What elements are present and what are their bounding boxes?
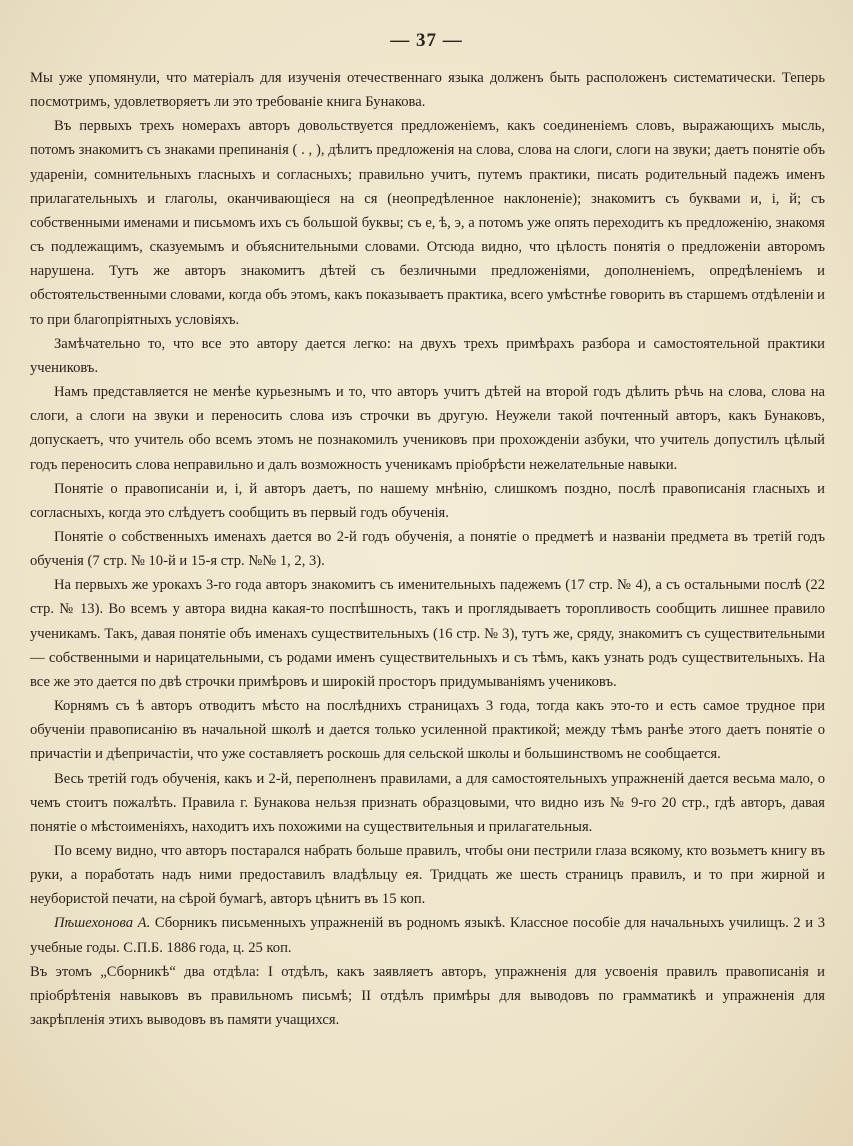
paragraph: Мы уже упомянули, что матеріалъ для изученія отечественнаго языка долженъ быть расположенъ систематически. Теперь посмотримъ, удовлетворяетъ ли это требованіе книга Бунакова. (30, 70, 825, 111)
paragraph: На первыхъ же урокахъ 3-го года авторъ знакомитъ съ именительныхъ падежемъ (17 стр. № 4), а съ остальными послѣ (22 стр. № 13). Во всемъ у автора видна какая-то поспѣшность, такъ и проглядываетъ торопливость сообщить лишнее правило ученикамъ. Такъ, давая понятіе объ именахъ существительныхъ (16 стр. № 3), тутъ же, сряду, знакомитъ съ существительными — собственными и нарицательными, съ родами именъ существительныхъ и съ тѣмъ, какъ узнать родъ существительныхъ. На все же это дается по двѣ строчки примѣровъ и широкій просторъ придумываніямъ учениковъ. (30, 577, 825, 690)
paragraph: Понятіе о собственныхъ именахъ дается во 2-й годъ обученія, а понятіе о предметѣ и названіи предмета въ третій годъ обученія (7 стр. № 10-й и 15-я стр. №№ 1, 2, 3). (30, 528, 825, 570)
body-text (30, 66, 825, 1032)
paragraph: По всему видно, что авторъ постарался набрать больше правилъ, чтобы они пестрили глаза всякому, кто возьметъ книгу въ руки, а поработать надъ ними предоставилъ владѣльцу ея. Тридцать же шесть страницъ правилъ, и то при жирной и неубористой печати, на сѣрой бумагѣ, авторъ цѣнитъ въ 15 коп. (30, 843, 825, 908)
page-number: — 37 — (390, 30, 463, 51)
paragraph: Весь третій годъ обученія, какъ и 2-й, переполненъ правилами, а для самостоятельныхъ упражненій дается весьма мало, о чемъ стоитъ пожалѣть. Правила г. Бунакова нельзя признать образцовыми, что видно изъ № 9-го 20 стр., гдѣ авторъ, давая понятіе о мѣстоименіяхъ, находитъ ихъ похожими на существительныя и прилагательныя. (30, 770, 825, 835)
paragraph: Понятіе о правописаніи и, і, й авторъ даетъ, по нашему мнѣнію, слишкомъ поздно, послѣ правописанія гласныхъ и согласныхъ, когда это слѣдуетъ сообщить въ первый годъ обученія. (30, 480, 825, 521)
paragraph: Корнямъ съ ѣ авторъ отводитъ мѣсто на послѣднихъ страницахъ 3 года, тогда какъ это-то и есть самое трудное при обученіи правописанію въ начальной школѣ и дается только усиленной практикой; между тѣмъ ранѣе этого даетъ понятіе о причастіи и дѣепричастіи, что уже составляетъ роскошь для сельской школы и большинствомъ не сообщается. (30, 698, 825, 763)
reference-author: Пѣшехонова А. (54, 915, 151, 932)
reference-text: Сборникъ письменныхъ упражненій въ родномъ языкѣ. Классное пособіе для начальныхъ училищъ. 2 и 3 учебные годы. С.П.Б. 1886 года, ц. 25 коп. (30, 915, 826, 956)
paragraph: Замѣчательно то, что все это автору дается легко: на двухъ трехъ примѣрахъ разбора и самостоятельной практики учениковъ. (30, 335, 825, 376)
bibliographic-reference (30, 911, 825, 959)
paragraph: Въ этомъ „Сборникѣ“ два отдѣла: I отдѣлъ, какъ заявляетъ авторъ, упражненія для усвоенія правилъ правописанія и пріобрѣтенія навыковъ въ правильномъ письмѣ; II отдѣлъ примѣры для выводовъ по грамматикѣ и упражненія для закрѣпленія этихъ выводовъ въ памяти учащихся. (30, 963, 825, 1029)
paragraph: Намъ представляется не менѣе курьезнымъ и то, что авторъ учитъ дѣтей на второй годъ дѣлить рѣчь на слова, слова на слоги, а слоги на звуки и переносить слова изъ строчки въ другую. Неужели такой почтенный авторъ, какъ Бунаковъ, допускаетъ, что учитель обо всемъ этомъ не познакомилъ учениковъ при прохожденіи азбуки, что учитель допустилъ цѣлый годъ переносить слова неправильно и далъ возможность ученикамъ пріобрѣсти нежелательные навыки. (30, 384, 825, 473)
paragraph: Въ первыхъ трехъ номерахъ авторъ довольствуется предложеніемъ, какъ соединеніемъ словъ, выражающихъ мысль, потомъ знакомитъ съ знаками препинанія ( . , ), дѣлитъ предложенія на слова, слова на слоги, слоги на звуки; даетъ понятіе объ удареніи, сомнительныхъ гласныхъ и согласныхъ; правильно учитъ, путемъ практики, писать родительный падежъ именъ прилагательныхъ и глаголы, оканчивающіеся на ся (неопредѣленное наклоненіе); знакомитъ съ буквами и, і, й; съ собственными именами и письмомъ ихъ съ большой буквы; съ е, ѣ, э, а потомъ уже опять переходитъ къ предложенію, знакомя съ подлежащимъ, сказуемымъ и объяснительными словами. Отсюда видно, что цѣлость понятія о предложеніи авторомъ нарушена. Тутъ же авторъ знакомитъ дѣтей съ безличными предложеніями, дополненіемъ, опредѣленіемъ и обстоятельственными словами, когда объ этомъ, какъ показываетъ практика, всего умѣстнѣе говорить въ старшемъ отдѣленіи и то при благопріятныхъ условіяхъ. (30, 118, 825, 328)
